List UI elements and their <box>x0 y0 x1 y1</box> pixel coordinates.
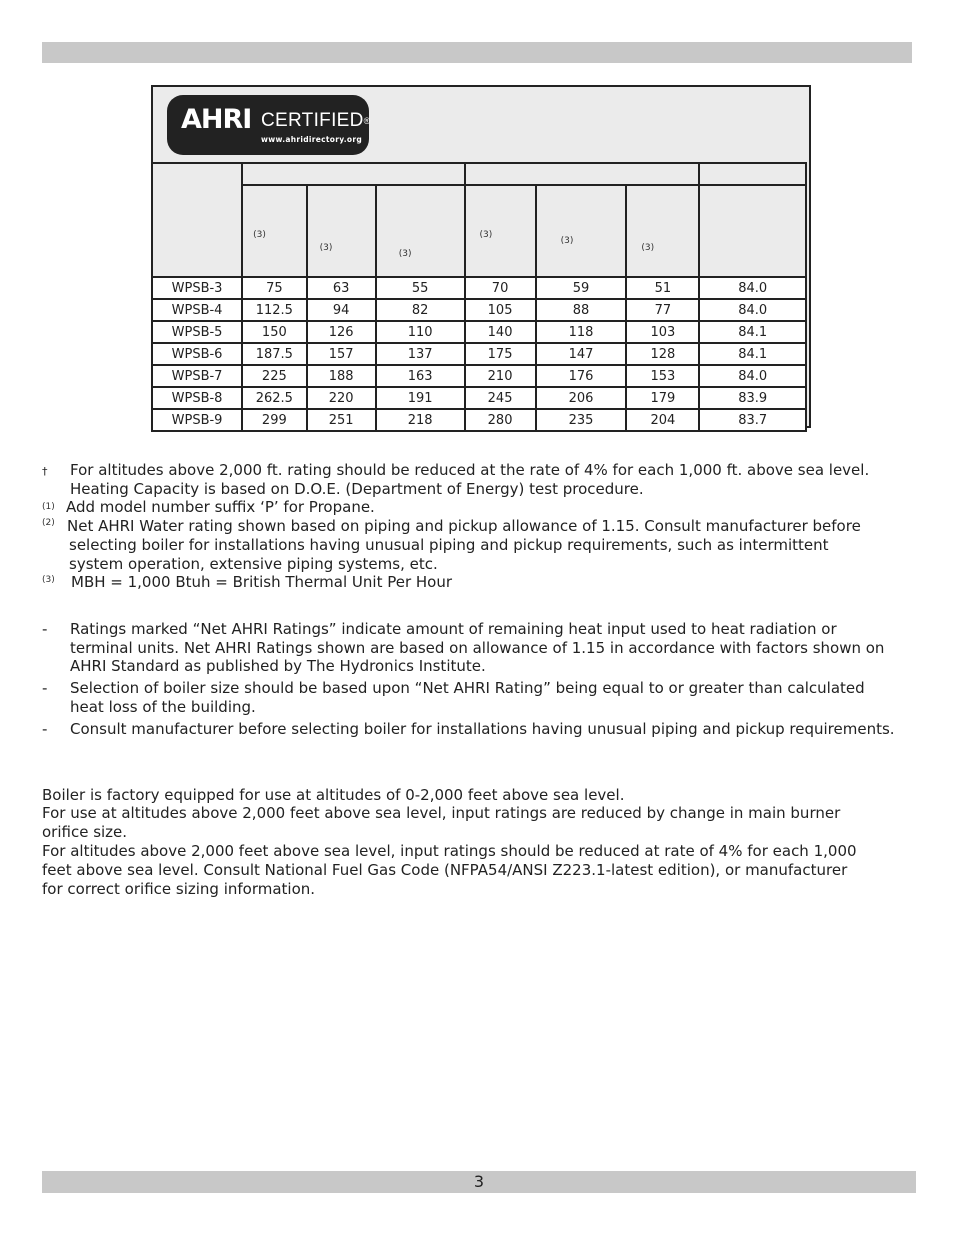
table-row <box>152 387 806 409</box>
col-header-4: (3) <box>465 185 536 277</box>
model-cell: WPSB-3 <box>152 277 242 299</box>
bullet-2-line1: Selection of boiler size should be based upon “Net AHRI Rating” being equal to or greater than calculated <box>70 679 865 697</box>
model-cell: WPSB-6 <box>152 343 242 365</box>
footnote-3-mark: (3) <box>42 575 55 585</box>
table-cell: 235 <box>536 409 627 431</box>
altitude-line2: For use at altitudes above 2,000 feet above sea level, input ratings are reduced by change in main burner <box>42 804 841 822</box>
altitude-line1: Boiler is factory equipped for use at altitudes of 0-2,000 feet above sea level. <box>42 786 625 804</box>
table-row <box>152 409 806 431</box>
table-cell: 63 <box>307 277 376 299</box>
footnote-2-line3: system operation, extensive piping systems, etc. <box>69 555 438 573</box>
table-row <box>152 365 806 387</box>
table-cell: 84.0 <box>699 277 806 299</box>
ahri-url: www.ahridirectory.org <box>261 135 363 144</box>
table-cell: 299 <box>242 409 307 431</box>
table-cell: 153 <box>626 365 699 387</box>
group-header-2 <box>465 163 700 185</box>
table-cell: 262.5 <box>242 387 307 409</box>
footnote-1-mark: (1) <box>42 502 55 512</box>
bullet-1-line3: AHRI Standard as published by The Hydronics Institute. <box>70 657 486 675</box>
table-cell: 206 <box>536 387 627 409</box>
footer-bar <box>42 1171 916 1193</box>
table-cell: 163 <box>376 365 465 387</box>
table-cell: 84.1 <box>699 321 806 343</box>
table-cell: 110 <box>376 321 465 343</box>
table-cell: 210 <box>465 365 536 387</box>
footnote-1-text: Add model number suffix ‘P’ for Propane. <box>66 498 375 516</box>
table-cell: 188 <box>307 365 376 387</box>
model-cell: WPSB-9 <box>152 409 242 431</box>
footnote-dagger-line1: For altitudes above 2,000 ft. rating should be reduced at the rate of 4% for each 1,000 ft. above sea level. <box>70 461 870 479</box>
table-cell: 150 <box>242 321 307 343</box>
header-bar <box>42 42 912 63</box>
table-cell: 82 <box>376 299 465 321</box>
model-header-cell <box>152 163 242 277</box>
altitude-line3: orifice size. <box>42 823 128 841</box>
ahri-certified-logo <box>167 95 369 155</box>
bullet-3-dash: - <box>42 720 48 738</box>
bullet-2-dash: - <box>42 679 48 697</box>
table-cell: 176 <box>536 365 627 387</box>
table-cell: 55 <box>376 277 465 299</box>
table-row <box>152 277 806 299</box>
dagger-mark: † <box>42 465 48 478</box>
table-cell: 51 <box>626 277 699 299</box>
table-cell: 175 <box>465 343 536 365</box>
col-header-2: (3) <box>307 185 376 277</box>
ratings-box <box>151 85 811 428</box>
table-cell: 105 <box>465 299 536 321</box>
footnote-dagger-line2: Heating Capacity is based on D.O.E. (Department of Energy) test procedure. <box>70 480 644 498</box>
table-cell: 83.9 <box>699 387 806 409</box>
footnote-3-text: MBH = 1,000 Btuh = British Thermal Unit Per Hour <box>71 573 453 591</box>
table-cell: 77 <box>626 299 699 321</box>
ahri-mark: AHRI <box>181 104 252 135</box>
col-header-3: (3) <box>376 185 465 277</box>
certified-word: CERTIFIED® <box>261 110 371 131</box>
table-cell: 140 <box>465 321 536 343</box>
table-cell: 218 <box>376 409 465 431</box>
table-cell: 84.0 <box>699 299 806 321</box>
altitude-line6: for correct orifice sizing information. <box>42 880 316 898</box>
col-header-1: (3) <box>242 185 307 277</box>
table-cell: 147 <box>536 343 627 365</box>
bullet-1-dash: - <box>42 620 48 638</box>
table-cell: 280 <box>465 409 536 431</box>
model-cell: WPSB-7 <box>152 365 242 387</box>
table-cell: 83.7 <box>699 409 806 431</box>
table-cell: 75 <box>242 277 307 299</box>
bullet-2-line2: heat loss of the building. <box>70 698 256 716</box>
bullet-3-line1: Consult manufacturer before selecting boiler for installations having unusual piping and pickup requirements. <box>70 720 895 738</box>
model-cell: WPSB-8 <box>152 387 242 409</box>
table-cell: 225 <box>242 365 307 387</box>
table-cell: 84.1 <box>699 343 806 365</box>
footnote-2-line2: selecting boiler for installations having unusual piping and pickup requirements, such as intermittent <box>69 536 829 554</box>
table-row <box>152 343 806 365</box>
table-cell: 126 <box>307 321 376 343</box>
ratings-table <box>151 162 807 432</box>
table-cell: 204 <box>626 409 699 431</box>
table-cell: 137 <box>376 343 465 365</box>
table-cell: 220 <box>307 387 376 409</box>
table-cell: 84.0 <box>699 365 806 387</box>
table-cell: 128 <box>626 343 699 365</box>
table-cell: 245 <box>465 387 536 409</box>
table-row <box>152 321 806 343</box>
table-cell: 88 <box>536 299 627 321</box>
table-row <box>152 299 806 321</box>
table-cell: 251 <box>307 409 376 431</box>
model-cell: WPSB-5 <box>152 321 242 343</box>
table-cell: 103 <box>626 321 699 343</box>
table-cell: 157 <box>307 343 376 365</box>
col-header-7 <box>699 185 806 277</box>
table-cell: 59 <box>536 277 627 299</box>
table-cell: 70 <box>465 277 536 299</box>
footnote-2-mark: (2) <box>42 518 55 528</box>
table-cell: 112.5 <box>242 299 307 321</box>
altitude-line5: feet above sea level. Consult National Fuel Gas Code (NFPA54/ANSI Z223.1-latest edition), or manufacturer <box>42 861 848 879</box>
bullet-1-line2: terminal units. Net AHRI Ratings shown are based on allowance of 1.15 in accordance with factors shown on <box>70 639 885 657</box>
col-header-5: (3) <box>536 185 627 277</box>
model-cell: WPSB-4 <box>152 299 242 321</box>
table-cell: 191 <box>376 387 465 409</box>
table-cell: 187.5 <box>242 343 307 365</box>
group-header-3 <box>699 163 806 185</box>
group-header-1 <box>242 163 464 185</box>
bullet-1-line1: Ratings marked “Net AHRI Ratings” indicate amount of remaining heat input used to heat radiation or <box>70 620 837 638</box>
table-cell: 94 <box>307 299 376 321</box>
altitude-line4: For altitudes above 2,000 feet above sea level, input ratings should be reduced at rate of 4% for each 1,000 <box>42 842 857 860</box>
table-cell: 179 <box>626 387 699 409</box>
table-cell: 118 <box>536 321 627 343</box>
footnote-2-line1: Net AHRI Water rating shown based on piping and pickup allowance of 1.15. Consult manufacturer before <box>67 517 861 535</box>
col-header-6: (3) <box>626 185 699 277</box>
page-number: 3 <box>473 1172 485 1191</box>
